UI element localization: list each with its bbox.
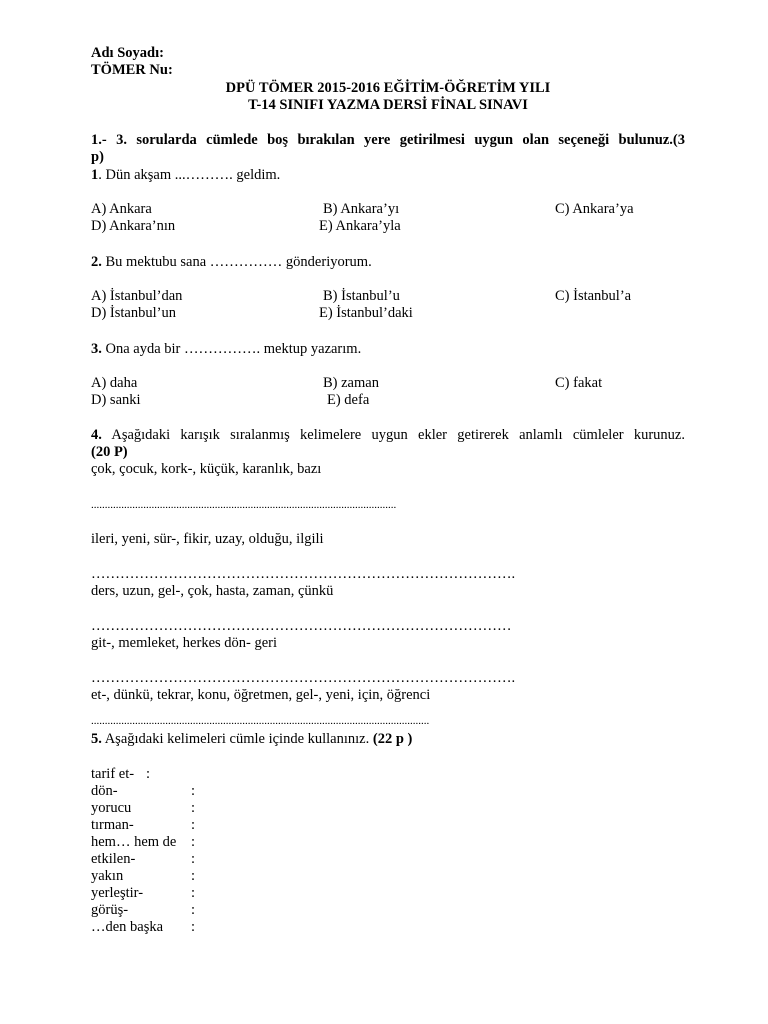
q3-option-a: A) daha (91, 375, 138, 391)
s5-item-word: yerleştir- (91, 885, 144, 901)
exam-title-line2: T-14 SINIFI YAZMA DERSİ FİNAL SINAVI (248, 97, 528, 113)
section5-instruction-text: Aşağıdaki kelimeleri cümle içinde kullanınız. (101, 731, 370, 747)
s5-item-word: tırman- (91, 817, 134, 833)
s4-item-3-answer-line[interactable]: …………………………………………………………………………… (91, 618, 512, 634)
s4-item-5-words: et-, dünkü, tekrar, konu, öğretmen, gel-, yeni, için, öğrenci (91, 687, 431, 703)
q1-option-a: A) Ankara (91, 201, 152, 217)
s5-item-word: dön- (91, 783, 118, 799)
s4-item-3-words: ders, uzun, gel-, çok, hasta, zaman, çünkü (91, 583, 334, 599)
question-3-number: 3. (91, 341, 102, 357)
question-3 (91, 341, 361, 358)
question-2-number: 2. (91, 254, 102, 270)
section4-instruction-text: Aşağıdaki karışık sıralanmış kelimelere uygun ekler getirerek anlamlı cümleler kurunuz. (101, 427, 685, 443)
s5-item-word: yakın (91, 868, 124, 884)
section4-points: (20 P) (91, 444, 128, 460)
s5-item-word: görüş- (91, 902, 129, 918)
section5-number: 5. (91, 731, 102, 747)
s4-item-4-words: git-, memleket, herkes dön- geri (91, 635, 278, 651)
s5-item-colon: : (191, 919, 196, 935)
q3-option-d: D) sanki (91, 392, 141, 408)
section1-instruction-cont: p) (91, 149, 104, 165)
s4-item-4-answer-line[interactable]: ……………………………………………………………………………. (91, 670, 516, 686)
question-2-text: Bu mektubu sana …………… gönderiyorum. (101, 254, 372, 270)
s4-item-5-answer-line[interactable]: ........................................................................................................................... (91, 715, 430, 727)
s5-item-colon: : (146, 766, 151, 782)
q1-option-b: B) Ankara’yı (323, 201, 400, 217)
q2-option-e: E) İstanbul’daki (319, 305, 413, 321)
q2-option-d: D) İstanbul’un (91, 305, 176, 321)
s5-item-word: …den başka (91, 919, 164, 935)
q3-option-b: B) zaman (323, 375, 379, 391)
q2-option-c: C) İstanbul’a (555, 288, 632, 304)
q3-option-c: C) fakat (555, 375, 603, 391)
name-label: Adı Soyadı: (91, 45, 164, 61)
tomer-number-label: TÖMER Nu: (91, 62, 173, 78)
s4-item-1-answer-line[interactable]: ............................................................................................................... (91, 499, 397, 511)
s5-item-colon: : (191, 834, 196, 850)
question-1 (91, 167, 280, 184)
s4-item-1-words: çok, çocuk, kork-, küçük, karanlık, bazı (91, 461, 322, 477)
q1-option-c: C) Ankara’ya (555, 201, 634, 217)
question-2 (91, 254, 372, 271)
q2-option-a: A) İstanbul’dan (91, 288, 183, 304)
question-1-text: . Dün akşam ...………. geldim. (98, 167, 281, 183)
s5-item-colon: : (191, 902, 196, 918)
q3-option-e: E) defa (327, 392, 370, 408)
s5-item-colon: : (191, 868, 196, 884)
section5-points: (22 p ) (372, 731, 413, 747)
s5-item-word: hem… hem de (91, 834, 177, 850)
question-1-number: 1 (91, 167, 99, 183)
s5-item-colon: : (191, 817, 196, 833)
s5-item-word: yorucu (91, 800, 132, 816)
s4-item-2-answer-line[interactable]: ……………………………………………………………………………. (91, 566, 516, 582)
q1-option-d: D) Ankara’nın (91, 218, 176, 234)
s5-item-colon: : (191, 800, 196, 816)
s4-item-2-words: ileri, yeni, sür-, fikir, uzay, olduğu, ilgili (91, 531, 324, 547)
exam-title-line1: DPÜ TÖMER 2015-2016 EĞİTİM-ÖĞRETİM YILI (225, 80, 551, 96)
q1-option-e: E) Ankara’yla (319, 218, 401, 234)
section4-number: 4. (91, 427, 102, 443)
s5-item-colon: : (191, 885, 196, 901)
question-3-text: Ona ayda bir ……………. mektup yazarım. (101, 341, 362, 357)
section5-instruction (91, 731, 412, 748)
s5-item-word: etkilen- (91, 851, 136, 867)
section1-instruction: 1.- 3. sorularda cümlede boş bırakılan yere getirilmesi uygun olan seçeneği bulunuz.(3 (91, 132, 685, 148)
q2-option-b: B) İstanbul’u (323, 288, 400, 304)
section4-instruction (91, 427, 685, 444)
s5-item-word: tarif et- (91, 766, 135, 782)
s5-item-colon: : (191, 783, 196, 799)
s5-item-colon: : (191, 851, 196, 867)
